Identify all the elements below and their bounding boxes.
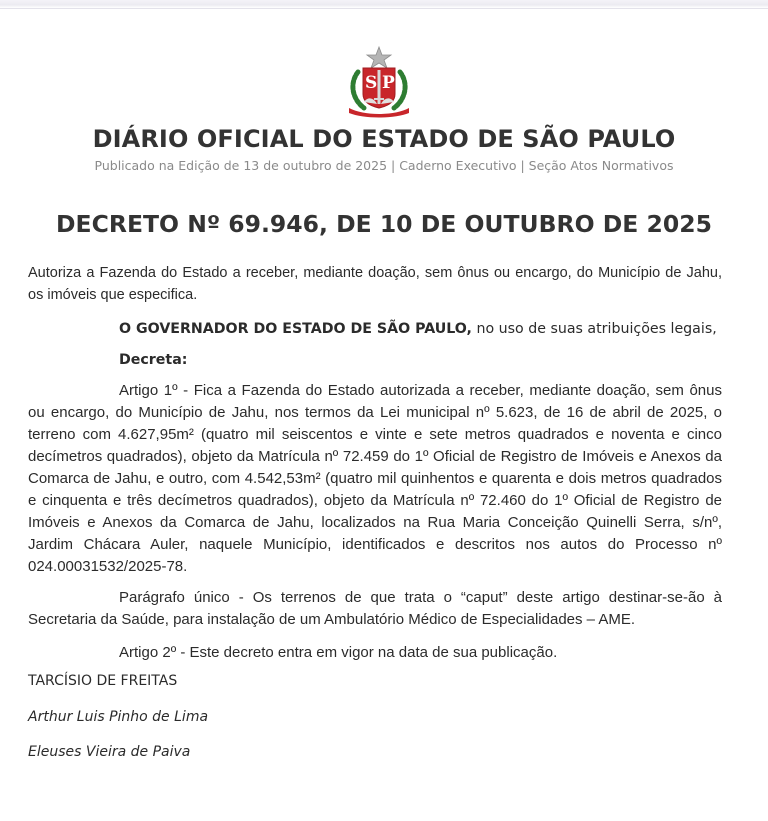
- publication-info: Publicado na Edição de 13 de outubro de 2025 | Caderno Executivo | Seção Atos Normativos: [94, 158, 674, 173]
- article-2: Artigo 2º - Este decreto entra em vigor na data de sua publicação.: [119, 644, 558, 661]
- gazette-title: DIÁRIO OFICIAL DO ESTADO DE SÃO PAULO: [92, 125, 676, 153]
- signatory-2: Eleuses Vieira de Paiva: [28, 744, 191, 760]
- governor-signature: TARCÍSIO DE FREITAS: [28, 673, 178, 689]
- preamble-authority: O GOVERNADOR DO ESTADO DE SÃO PAULO,: [119, 321, 472, 337]
- decree-summary: Autoriza a Fazenda do Estado a receber, mediante doação, sem ônus ou encargo, do Município de Jahu, os imóveis que especifica.: [28, 265, 722, 303]
- signatory-1: Arthur Luis Pinho de Lima: [28, 709, 209, 725]
- sao-paulo-coat-of-arms-icon: [346, 46, 412, 118]
- decreta-label: Decreta:: [119, 352, 188, 368]
- svg-text:S: S: [365, 73, 378, 93]
- svg-text:P: P: [382, 73, 395, 93]
- decree-title: DECRETO Nº 69.946, DE 10 DE OUTUBRO DE 2025: [56, 210, 712, 238]
- preamble-text: no uso de suas atribuições legais,: [471, 321, 717, 337]
- browser-top-edge: [0, 0, 768, 9]
- article-1: Artigo 1º - Fica a Fazenda do Estado autorizada a receber, mediante doação, sem ônus ou encargo, do Município de Jahu, nos termos da Lei municipal nº 5.623, de 16 de abril de 2025, o terreno com 4.627,95m² (quatro mil seiscentos e vinte e sete metros quadrados e noventa e cinco decímetros quadrados), objeto da Matrícula nº 72.459 do 1º Oficial de Registro de Imóveis e Anexos da Comarca de Jahu, e outro, com 4.542,53m² (quatro mil quinhentos e quarenta e dois metros quadrados e cinquenta e três decímetros quadrados), objeto da Matrícula nº 72.460 do 1º Oficial de Registro de Imóveis e Anexos da Comarca de Jahu, localizados na Rua Maria Conceição Quinelli Serra, s/nº, Jardim Chácara Auler, naquele Município, identificados e descritos nos autos do Processo nº 024.00031532/2025-78.: [28, 382, 722, 575]
- sole-paragraph: Parágrafo único - Os terrenos de que trata o “caput” deste artigo destinar-se-ão à Secretaria da Saúde, para instalação de um Ambulatório Médico de Especialidades – AME.: [28, 589, 722, 628]
- preamble: [119, 318, 739, 340]
